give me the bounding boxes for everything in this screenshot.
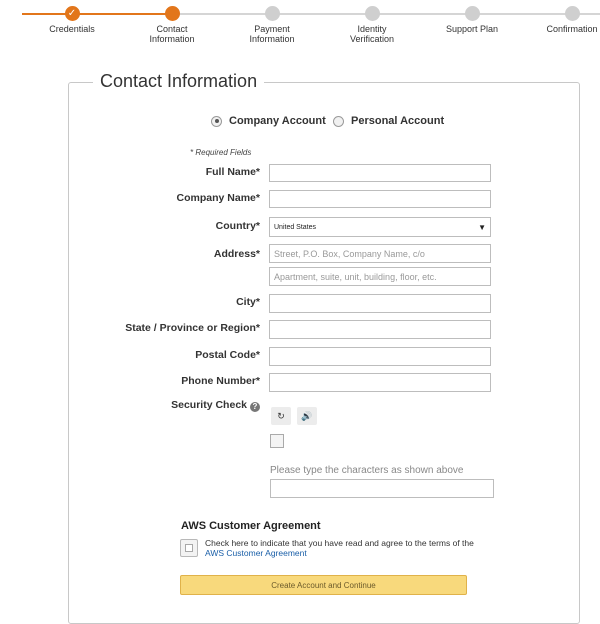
step-label: Support Plan bbox=[445, 24, 499, 34]
agreement-text-body: Check here to indicate that you have read and agree to the terms of the bbox=[205, 538, 474, 548]
postal-code-input[interactable] bbox=[269, 347, 491, 366]
step-label: Contact Information bbox=[149, 24, 195, 44]
address-label: Address* bbox=[213, 248, 260, 260]
step-dot bbox=[465, 6, 480, 21]
city-label: City* bbox=[236, 296, 260, 308]
address-line2-input[interactable]: Apartment, suite, unit, building, floor, etc. bbox=[269, 267, 491, 286]
city-input[interactable] bbox=[269, 294, 491, 313]
phone-number-input[interactable] bbox=[269, 373, 491, 392]
state-input[interactable] bbox=[269, 320, 491, 339]
step-contact-information bbox=[122, 6, 222, 44]
company-account-radio[interactable] bbox=[211, 115, 326, 127]
step-confirmation bbox=[522, 6, 600, 34]
agreement-title: AWS Customer Agreement bbox=[181, 520, 321, 532]
phone-number-label: Phone Number* bbox=[181, 375, 260, 387]
signup-progress-stepper bbox=[0, 0, 600, 50]
step-label: Identity Verification bbox=[349, 24, 395, 44]
radio-label: Company Account bbox=[229, 115, 326, 127]
refresh-icon: ↻ bbox=[277, 410, 285, 421]
postal-code-label: Postal Code* bbox=[195, 349, 260, 361]
full-name-label: Full Name* bbox=[205, 166, 260, 178]
captcha-input[interactable] bbox=[270, 479, 494, 498]
security-check-label bbox=[171, 399, 260, 412]
step-dot bbox=[265, 6, 280, 21]
address-line1-input[interactable]: Street, P.O. Box, Company Name, c/o bbox=[269, 244, 491, 263]
page-title: Contact Information bbox=[93, 71, 264, 92]
step-label: Payment Information bbox=[249, 24, 295, 44]
refresh-captcha-button[interactable] bbox=[271, 407, 291, 425]
personal-account-radio[interactable] bbox=[333, 115, 444, 127]
full-name-input[interactable] bbox=[269, 164, 491, 182]
step-dot bbox=[565, 6, 580, 21]
radio-label: Personal Account bbox=[351, 115, 445, 127]
help-icon[interactable]: ? bbox=[250, 402, 260, 412]
step-dot-current bbox=[165, 6, 180, 21]
agreement-checkbox[interactable] bbox=[180, 539, 198, 557]
company-name-label: Company Name* bbox=[176, 192, 260, 204]
country-selected-value: United States bbox=[274, 223, 317, 231]
dropdown-arrow-icon: ▼ bbox=[478, 222, 486, 232]
agreement-text bbox=[205, 538, 475, 558]
country-label: Country* bbox=[215, 220, 260, 232]
step-label: Credentials bbox=[49, 24, 95, 34]
security-check-text: Security Check bbox=[171, 399, 247, 411]
step-identity-verification bbox=[322, 6, 422, 44]
required-fields-note: * Required Fields bbox=[190, 148, 252, 157]
captcha-image bbox=[270, 434, 284, 448]
step-credentials bbox=[22, 6, 122, 34]
agreement-link[interactable]: AWS Customer Agreement bbox=[205, 548, 307, 558]
radio-unselected-icon bbox=[333, 116, 344, 127]
company-name-input[interactable] bbox=[269, 190, 491, 208]
country-select[interactable] bbox=[269, 217, 491, 237]
step-support-plan bbox=[422, 6, 522, 34]
captcha-hint: Please type the characters as shown above bbox=[270, 465, 464, 476]
radio-selected-icon bbox=[211, 116, 222, 127]
create-account-button[interactable]: Create Account and Continue bbox=[180, 575, 467, 595]
step-payment-information bbox=[222, 6, 322, 44]
check-icon: ✓ bbox=[65, 6, 80, 21]
checkbox-box-icon bbox=[185, 544, 193, 552]
step-dot bbox=[365, 6, 380, 21]
state-label: State / Province or Region* bbox=[125, 322, 260, 334]
audio-captcha-button[interactable] bbox=[297, 407, 317, 425]
step-label: Confirmation bbox=[546, 24, 598, 34]
speaker-icon: 🔊 bbox=[301, 410, 313, 421]
